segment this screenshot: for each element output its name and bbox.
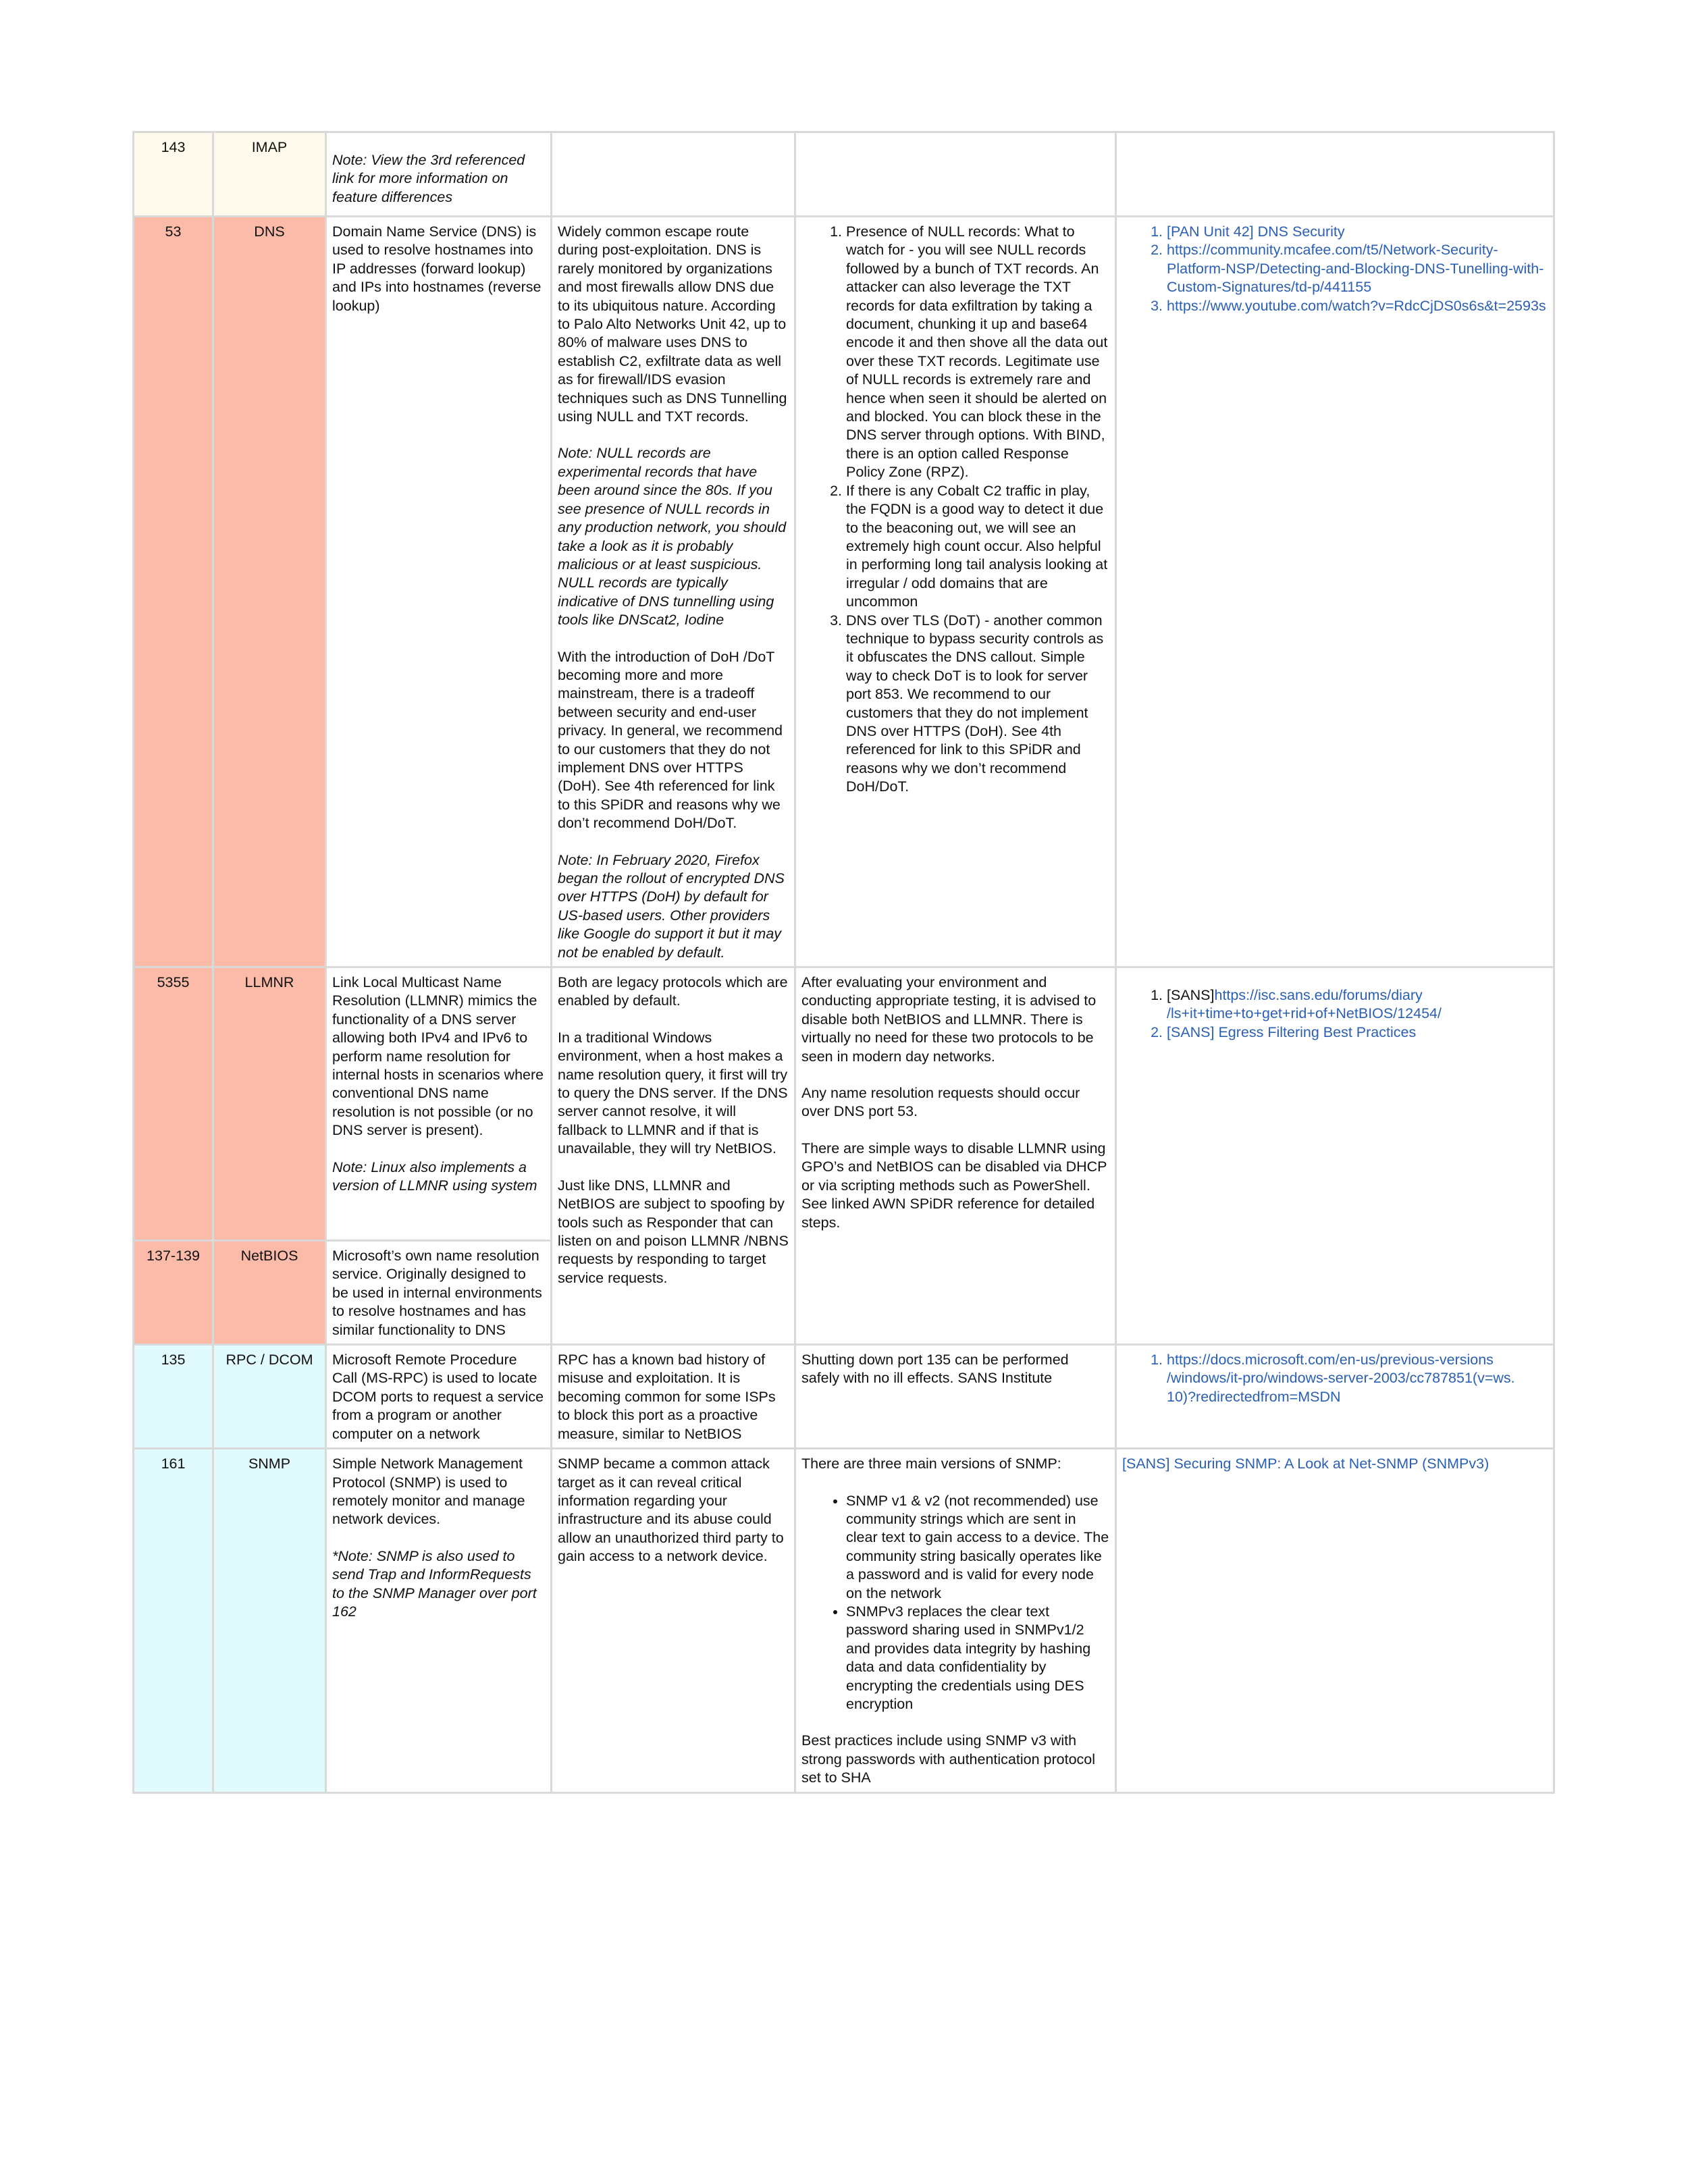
description-note: Note: Linux also implements a version of LLMNR using system — [332, 1158, 537, 1194]
recommendation-cell — [795, 1449, 1116, 1793]
list-item: 2. If there is any Cobalt C2 traffic in play, the FQDN is a good way to detect it due to the beaconing out, we will see an extremely high count occur. Also helpful in performing long tail analysis looking at irregular / odd domains that are uncommon — [846, 482, 1109, 612]
description-cell — [326, 967, 552, 1241]
why-text: RPC has a known bad history of misuse and exploitation. It is becoming common for some ISPs to block this port as a proactive measure, similar to NetBIOS — [558, 1352, 776, 1442]
recommendation-cell — [795, 132, 1116, 217]
description-text: Domain Name Service (DNS) is used to resolve hostnames into IP addresses (forward lookup) and IPs into hostnames (reverse lookup) — [332, 223, 542, 314]
reference-link[interactable]: 2. https://community.mcafee.com/t5/Network-Security-Platform-NSP/Detecting-and-Blocking-DNS-Tunelling-with-Custom-Signatures/td-p/441155 — [1167, 241, 1548, 296]
why-cell — [552, 132, 795, 217]
table-row-llmnr — [134, 967, 1554, 1241]
description-cell — [326, 1449, 552, 1793]
port-cell: 161 — [134, 1449, 213, 1793]
reference-link[interactable]: [SANS] Securing SNMP: A Look at Net-SNMP (SNMPv3) — [1122, 1456, 1489, 1472]
recommendation-cell — [795, 1345, 1116, 1449]
references-cell — [1116, 217, 1554, 967]
port-cell: 137-139 — [134, 1241, 213, 1345]
why-cell — [552, 1449, 795, 1793]
table-row-imap — [134, 132, 1554, 217]
port-cell: 53 — [134, 217, 213, 967]
why-cell — [552, 217, 795, 967]
references-cell — [1116, 1345, 1554, 1449]
recommendation-text: There are simple ways to disable LLMNR using GPO’s and NetBIOS can be disabled via DHCP or via scripting methods such as PowerShell. See linked AWN SPiDR reference for detailed steps. — [801, 1140, 1107, 1231]
description-text: Microsoft’s own name resolution service. Originally designed to be used in internal environments to resolve hostnames and has similar functionality to DNS — [332, 1248, 542, 1338]
port-cell: 135 — [134, 1345, 213, 1449]
reference-link[interactable]: 3. https://www.youtube.com/watch?v=RdcCjDS0s6s&t=2593s — [1167, 297, 1548, 315]
reference-link[interactable]: 1. [PAN Unit 42] DNS Security — [1167, 223, 1548, 241]
description-cell — [326, 1241, 552, 1345]
why-text: With the introduction of DoH /DoT becoming more and more mainstream, there is a tradeoff between security and end-user privacy. In general, we recommend to our customers that they do not implement DNS over HTTPS (DoH). See 4th referenced for link to this SPiDR and reasons why we don’t recommend DoH/DoT. — [558, 648, 783, 832]
description-cell — [326, 217, 552, 967]
recommendation-cell — [795, 217, 1116, 967]
recommendation-intro: There are three main versions of SNMP: — [801, 1456, 1061, 1472]
why-text: In a traditional Windows environment, when a host makes a name resolution query, it first will try to query the DNS server. If the DNS server cannot resolve, it will fallback to LLMNR and if that is unavailable, they will try NetBIOS. — [558, 1029, 788, 1157]
list-item — [1167, 986, 1548, 1023]
table-row-dns — [134, 217, 1554, 967]
references-cell — [1116, 132, 1554, 217]
reference-list — [1122, 1351, 1548, 1406]
recommendation-outro: Best practices include using SNMP v3 with strong passwords with authentication protocol set to SHA — [801, 1732, 1096, 1786]
protocol-cell: LLMNR — [213, 967, 326, 1241]
table-row-rpc — [134, 1345, 1554, 1449]
port-cell: 5355 — [134, 967, 213, 1241]
list-item: • SNMP v1 & v2 (not recommended) use community strings which are sent in clear text to gain access to a device. The community string basically operates like a password and is valid for every node on the network — [846, 1492, 1109, 1603]
recommendation-bullets — [801, 1492, 1109, 1714]
list-item: • SNMPv3 replaces the clear text password sharing used in SNMPv1/2 and provides data integrity by hashing data and data confidentiality by encrypting the credentials using DES encryption — [846, 1603, 1109, 1713]
reference-list — [1122, 223, 1548, 315]
protocol-cell: SNMP — [213, 1449, 326, 1793]
description-text: Link Local Multicast Name Resolution (LLMNR) mimics the functionality of a DNS server allowing both IPv4 and IPv6 to perform name resolution for internal hosts in scenarios where conventional DNS name resolution is not possible (or no DNS server is present). — [332, 974, 544, 1139]
protocol-cell: DNS — [213, 217, 326, 967]
list-item: 3. DNS over TLS (DoT) - another common technique to bypass security controls as it obfuscates the DNS callout. Simple way to check DoT is to look for server port 853. We recommend to our customers that they do not implement DNS over HTTPS (DoH). See 4th referenced for link to this SPiDR and reasons why we don’t recommend DoH/DoT. — [846, 612, 1109, 797]
table-row-snmp — [134, 1449, 1554, 1793]
description-text: Microsoft Remote Procedure Call (MS-RPC) is used to locate DCOM ports to request a service from a program or another computer on a network — [332, 1352, 544, 1442]
description-cell — [326, 132, 552, 217]
why-note: Note: NULL records are experimental records that have been around since the 80s. If you see presence of NULL records in any production network, you should take a look as it is probably malicious or at least suspicious. NULL records are typically indicative of DNS tunnelling using tools like DNScat2, Iodine — [558, 445, 787, 629]
why-text: Both are legacy protocols which are enabled by default. — [558, 974, 788, 1009]
protocol-table — [132, 131, 1555, 1794]
reference-link[interactable]: https://isc.sans.edu/forums/diary /ls+it+time+to+get+rid+of+NetBIOS/12454/ — [1167, 987, 1442, 1022]
protocol-cell: RPC / DCOM — [213, 1345, 326, 1449]
why-text: SNMP became a common attack target as it can reveal critical information regarding your infrastructure and its abuse could allow an unauthorized third party to gain access to a network device. — [558, 1456, 784, 1565]
why-cell — [552, 967, 795, 1345]
list-item: 1. Presence of NULL records: What to watch for - you will see NULL records followed by a bunch of TXT records. An attacker can also leverage the TXT records for data exfiltration by taking a document, chunking it up and base64 encode it and then shove all the data out over these TXT records. Legitimate use of NULL records is extremely rare and hence when seen it should be alerted on and blocked. You can block these in the DNS server through options. With BIND, there is an option called Response Policy Zone (RPZ). — [846, 223, 1109, 482]
protocol-cell: IMAP — [213, 132, 326, 217]
why-note: Note: In February 2020, Firefox began the rollout of encrypted DNS over HTTPS (DoH) by default for US-based users. Other providers like Google do support it but it may not be enabled by default. — [558, 851, 785, 961]
reference-link[interactable]: 2. [SANS] Egress Filtering Best Practices — [1167, 1023, 1548, 1042]
recommendation-text: Shutting down port 135 can be performed safely with no ill effects. SANS Institute — [801, 1352, 1069, 1387]
recommendation-cell — [795, 967, 1116, 1345]
description-note: Note: View the 3rd referenced link for more information on feature differences — [332, 152, 525, 205]
reference-list — [1122, 986, 1548, 1042]
references-cell — [1116, 1449, 1554, 1793]
reference-source: [SANS] — [1167, 987, 1215, 1004]
recommendation-text: After evaluating your environment and conducting appropriate testing, it is advised to disable both NetBIOS and LLMNR. There is virtually no need for these two protocols to be seen in modern day networks. — [801, 974, 1097, 1065]
why-text: Widely common escape route during post-exploitation. DNS is rarely monitored by organizations and most firewalls allow DNS due to its ubiquitous nature. According to Palo Alto Networks Unit 42, up to 80% of malware uses DNS to establish C2, exfiltrate data as well as for firewall/IDS evasion techniques such as DNS Tunnelling using NULL and TXT records. — [558, 223, 787, 425]
description-note: *Note: SNMP is also used to send Trap and InformRequests to the SNMP Manager over port 162 — [332, 1547, 537, 1620]
references-cell — [1116, 967, 1554, 1345]
recommendation-list — [801, 223, 1109, 797]
port-cell: 143 — [134, 132, 213, 217]
description-cell — [326, 1345, 552, 1449]
why-text: Just like DNS, LLMNR and NetBIOS are subject to spoofing by tools such as Responder that can listen on and poison LLMNR /NBNS requests by responding to target service requests. — [558, 1177, 789, 1286]
why-cell — [552, 1345, 795, 1449]
reference-link[interactable]: 1. https://docs.microsoft.com/en-us/previous-versions /windows/it-pro/windows-server-2003/cc787851(v=ws. 10)?redirectedfrom=MSDN — [1167, 1351, 1548, 1406]
recommendation-text: Any name resolution requests should occur over DNS port 53. — [801, 1085, 1080, 1120]
description-text: Simple Network Management Protocol (SNMP) is used to remotely monitor and manage network devices. — [332, 1456, 525, 1528]
protocol-cell: NetBIOS — [213, 1241, 326, 1345]
